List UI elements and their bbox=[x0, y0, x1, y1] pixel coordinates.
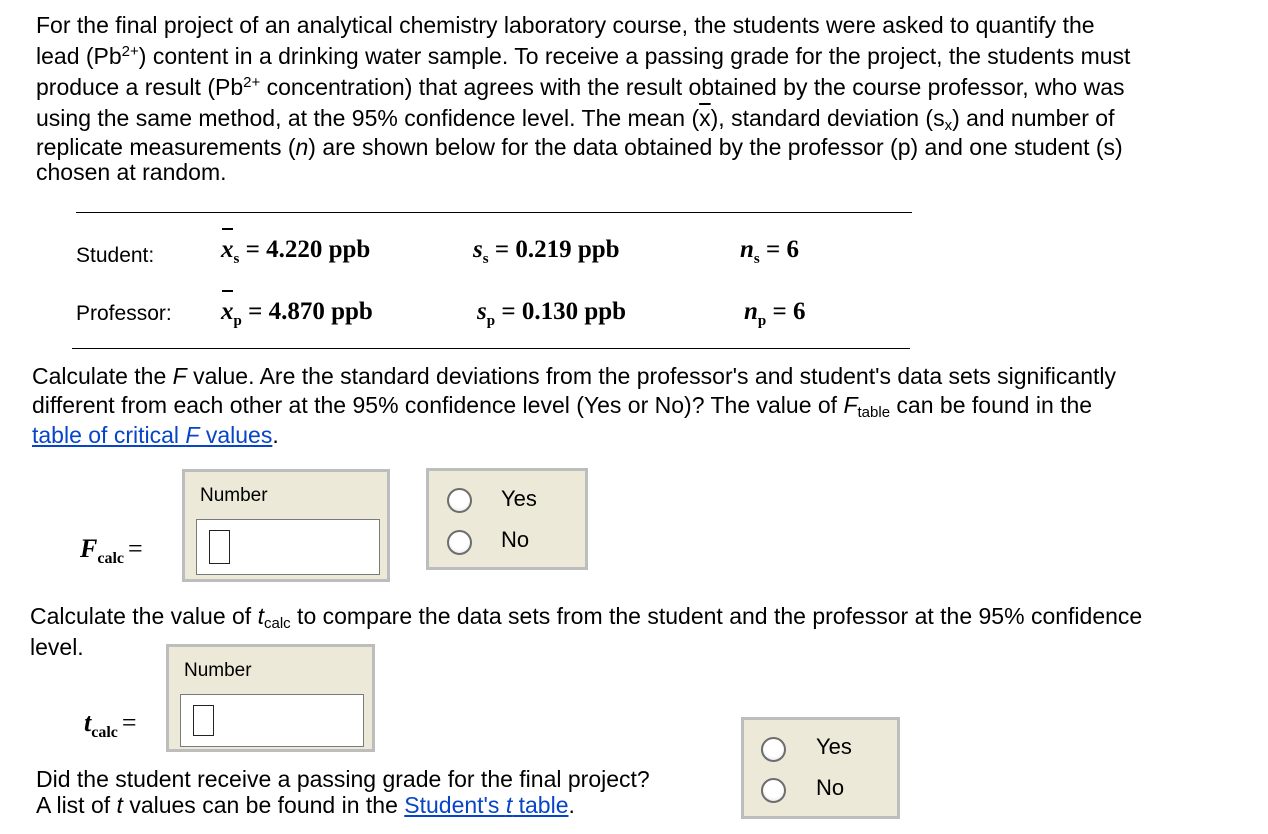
q1-paragraph bbox=[32, 362, 1252, 451]
professor-row-label: Professor: bbox=[76, 302, 172, 325]
radio-no[interactable] bbox=[761, 778, 786, 803]
text-cursor bbox=[193, 705, 214, 736]
text-cursor bbox=[209, 530, 230, 564]
intro-line: chosen at random. bbox=[36, 159, 227, 185]
intro-line: lead $(Pb^{2+})$ content in a drinking water sample. To receive a passing grade for the project, the students must bbox=[36, 43, 1131, 69]
q2-line: level. bbox=[30, 634, 84, 660]
radio-yes[interactable] bbox=[761, 737, 786, 762]
student-mean: $x_s = 4.220$ ppb bbox=[221, 236, 370, 268]
f-calc-label: $F_{calc}$ = bbox=[80, 534, 143, 567]
number-label: Number bbox=[200, 485, 268, 506]
radio-no-label: No bbox=[501, 527, 530, 552]
t-calc-label: $t_{calc}$ = bbox=[84, 708, 137, 741]
q3-line: Did the student receive a passing grade for the final project? bbox=[36, 766, 650, 792]
student-row-label: Student: bbox=[76, 244, 155, 267]
student-sd: $s_s = 0.219$ ppb bbox=[473, 236, 620, 267]
q2-line: Calculate the value of $t_{calc}$ to compare the data sets from the student and the professor at the 95% confidence bbox=[30, 603, 1143, 632]
q1-line: different from each other at the 95% confidence level (Yes or No)? The value of $F_{table}$ can be found in the bbox=[32, 392, 1093, 421]
f-significance-radio-group bbox=[426, 468, 588, 570]
f-calc-input[interactable] bbox=[196, 519, 380, 575]
q3-line: A list of t values can be found in the Student's t table. bbox=[36, 792, 575, 818]
table-bottom-rule bbox=[72, 348, 910, 349]
passing-grade-radio-group bbox=[741, 717, 900, 819]
intro-line: replicate measurements (n) are shown below for the data obtained by the professor (p) and one student (s) bbox=[36, 134, 1123, 160]
t-calc-number-box bbox=[166, 644, 375, 752]
student-t-table-link[interactable]: Student's t table bbox=[404, 792, 569, 818]
t-calc-input[interactable] bbox=[180, 694, 364, 747]
intro-line: produce a result ($Pb^{2+}$ concentration) that agrees with the result obtained by the course professor, who was bbox=[36, 74, 1125, 100]
professor-mean: $x_p = 4.870$ ppb bbox=[221, 298, 373, 330]
number-label: Number bbox=[184, 660, 252, 681]
radio-no-label: No bbox=[816, 775, 845, 800]
q3-paragraph bbox=[36, 766, 736, 818]
f-calc-number-box bbox=[182, 469, 390, 582]
intro-line: using the same method, at the 95% confidence level. The mean $(\overline{x})$, standard deviation $(s_x)$ and number of bbox=[36, 105, 1115, 134]
radio-yes[interactable] bbox=[447, 488, 472, 513]
radio-no[interactable] bbox=[447, 530, 472, 555]
table-top-rule bbox=[76, 212, 912, 213]
student-n: $n_s = 6$ bbox=[740, 236, 799, 267]
radio-yes-label: Yes bbox=[501, 486, 537, 511]
radio-yes-label: Yes bbox=[816, 734, 852, 759]
professor-n: $n_p = 6$ bbox=[744, 298, 806, 329]
professor-sd: $s_p = 0.130$ ppb bbox=[477, 298, 627, 329]
intro-paragraph bbox=[36, 10, 1256, 183]
q1-line: table of critical F values. bbox=[32, 422, 279, 448]
critical-f-table-link[interactable]: table of critical F values bbox=[32, 422, 273, 448]
q1-line: Calculate the F value. Are the standard deviations from the professor's and student's data sets significantly bbox=[32, 363, 1117, 389]
intro-line: For the final project of an analytical chemistry laboratory course, the students were asked to quantify the bbox=[36, 12, 1095, 38]
